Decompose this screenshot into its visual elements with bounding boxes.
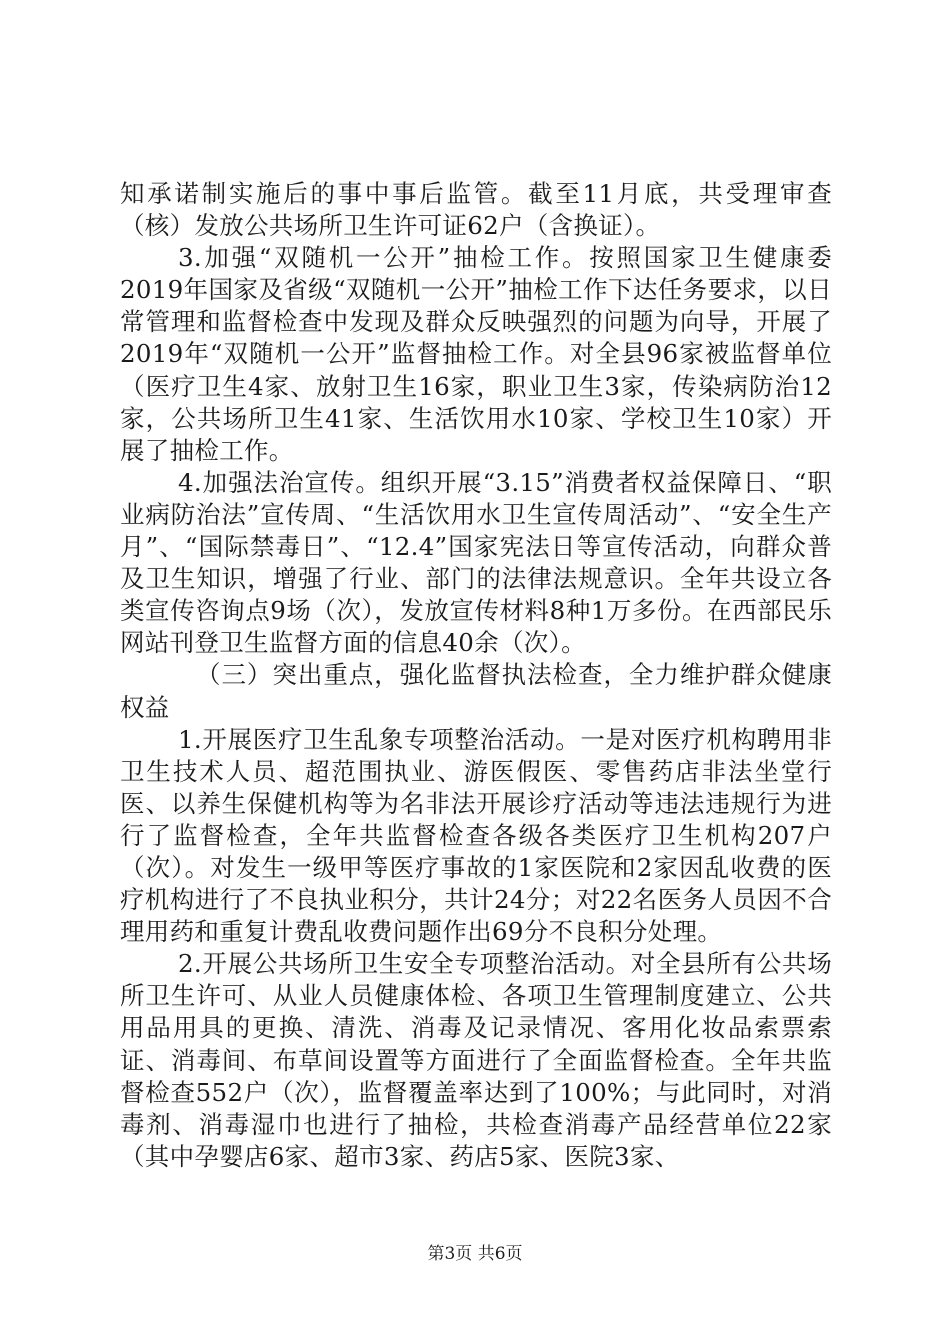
- paragraph-medical-rectification: 1.开展医疗卫生乱象专项整治活动。一是对医疗机构聘用非卫生技术人员、超范围执业、游医假医、零售药店非法坐堂行医、以养生保健机构等为名非法开展诊疗活动等违法违规行为进行了监督检查，全年共监督检查各级各类医疗卫生机构207户（次）。对发生一级甲等医疗事故的1家医院和2家因乱收费的医疗机构进行了不良执业积分，共计24分；对22名医务人员因不合理用药和重复计费乱收费问题作出69分不良积分处理。: [120, 724, 832, 947]
- page-footer: 第3页 共6页: [427, 1244, 523, 1264]
- section-heading-three: （三）突出重点，强化监督执法检查，全力维护群众健康权益: [120, 660, 832, 722]
- paragraph-public-places-rectification: 2.开展公共场所卫生安全专项整治活动。对全县所有公共场所卫生许可、从业人员健康体检、各项卫生管理制度建立、公共用品用具的更换、清洗、消毒及记录情况、客用化妆品索票索证、消毒间、布草间设置等方面进行了全面监督检查。全年共监督检查552户（次），监督覆盖率达到了100%；与此同时，对消毒剂、消毒湿巾也进行了抽检，共检查消毒产品经营单位22家（其中孕婴店6家、超市3家、药店5家、医院3家、: [120, 949, 832, 1171]
- paragraph-continuation: 知承诺制实施后的事中事后监管。截至11月底，共受理审查（核）发放公共场所卫生许可证62户（含换证）。: [120, 179, 832, 241]
- paragraph-double-random-inspection: 3.加强“双随机一公开”抽检工作。按照国家卫生健康委2019年国家及省级“双随机一公开”抽检工作下达任务要求，以日常管理和监督检查中发现及群众反映强烈的问题为向导，开展了2019年“双随机一公开”监督抽检工作。对全县96家被监督单位（医疗卫生4家、放射卫生16家，职业卫生3家，传染病防治12家，公共场所卫生41家、生活饮用水10家、学校卫生10家）开展了抽检工作。: [120, 243, 832, 465]
- document-body: [120, 178, 832, 1173]
- paragraph-legal-publicity: 4.加强法治宣传。组织开展“3.15”消费者权益保障日、“职业病防治法”宣传周、“生活饮用水卫生宣传周活动”、“安全生产月”、“国际禁毒日”、“12.4”国家宪法日等宣传活动，向群众普及卫生知识，增强了行业、部门的法律法规意识。全年共设立各类宣传咨询点9场（次），发放宣传材料8种1万多份。在西部民乐网站刊登卫生监督方面的信息40余（次）。: [120, 467, 832, 658]
